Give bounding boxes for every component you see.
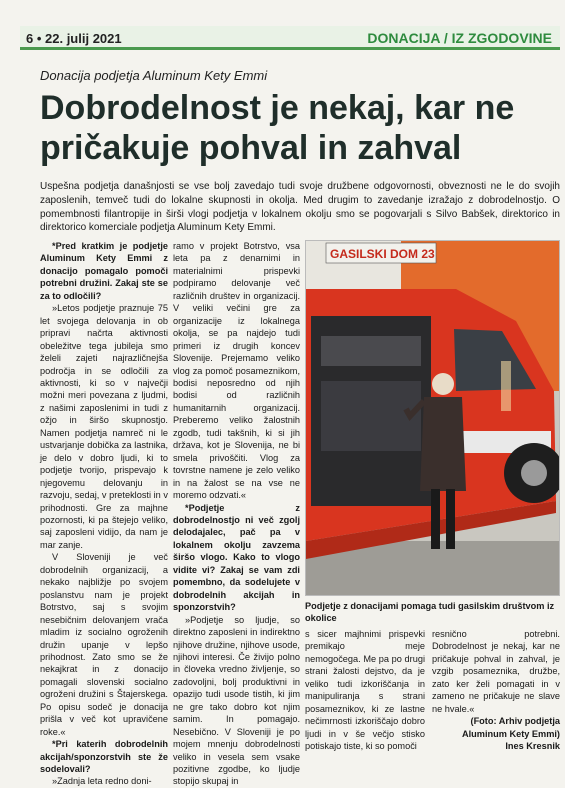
question-3: *Podjetje z dobrodelnostjo ni več zgolj delodajalec, pač pa v lokalnem okolju zavzema širšo vlogo. Kako to vlogo vidite vi? Zakaj se vam zdi pomembno, da sodelujete v dobrodelnih akcijah in sponzorstvih? [173, 502, 300, 613]
answer-1-paragraph-1: »Letos podjetje praznuje 75 let svojega delovanja in ob pripravi načrta aktivnosti obeležitve tega jubileja smo želeli zajeti najrazličnejša področja in se odločili za aktivnosti, ki so v največji možni meri povezana z ljudmi, z našimi zaposlenimi in tudi z ožjo in širšo skupnostjo. Namen podjetja namreč ni le ustvarjanje dobička za lastnika, je delo v dobro ljudi, ki to podjetje tvorijo, prispevajo k njegovemu delovanju in razvoju, sedaj, v preteklosti in v prihodnosti. Gre za majhne pozornosti, ki pa štejejo veliko, saj zaposleni vidijo, da nam je mar zanje. [40, 303, 168, 550]
article-photo [305, 240, 560, 596]
column-3 [305, 628, 425, 753]
article-kicker: Donacija podjetja Aluminum Kety Emmi [40, 68, 268, 83]
answer-3-continued: s sicer majhnimi prispevki premikajo meje nemogočega. Me pa po drugi strani žalosti dejstvo, da je veliko tudi izkoriščanja in manipuliranja s strani posameznikov, ki ze lastne nečimrnosti izkoriščajo dobro ljudi in v še večjo stisko potiskajo tiste, ki so pomoči [305, 629, 425, 752]
answer-3-ending: resnično potrebni. Dobrodelnost je nekaj, kar ne pričakuje pohval in zahval, je vzgib posameznika, družbe, zato ker želi pomagati in v zameno ne pričakuje ne slave ne hvale.« [432, 629, 560, 714]
column-1 [40, 240, 168, 788]
column-4 [432, 628, 560, 753]
fire-station-sign: GASILSKI DOM 23 [330, 247, 435, 261]
fire-truck-photo [306, 241, 560, 596]
answer-2-continued: ramo v projekt Botrstvo, vsa leta pa z denarnimi in materialnimi prispevki podpiramo delovanje več različnih društev in organizacij. V veliki večini gre za organizacije iz lokalnega okolja, se pa najdejo tudi primeri iz drugih koncev Slovenije. Prejemamo veliko vlog za pomoč posameznikom, bodisi neposredno od njih bodisi od različnih humanitarnih organizacij. Preberemo veliko žalostnih zgodb, tudi takšnih, ki si jih država, kot je Slovenija, ne bi smela privoščiti. Vlog za tovrstne namene je zelo veliko in na žalost se na vse ne moremo odzvati.« [173, 241, 300, 501]
author-name: Ines Kresnik [505, 741, 560, 752]
article-headline: Dobrodelnost je nekaj, kar ne pričakuje pohval in zahval [40, 89, 515, 167]
question-2: *Pri katerih dobrodelnih akcijah/sponzorstvih ste že sodelovali? [40, 739, 168, 775]
page-number-date: 6 • 22. julij 2021 [26, 31, 122, 46]
answer-3: »Podjetje so ljudje, so direktno zaposleni in indirektno njihove družine, njihove usode, njihovi interesi. Če živijo polno in človeka vredno življenje, so zadovoljni, bolj produktivni in opazijo tudi usode tistih, ki jim ne gre tako dobro kot njim samim. In pomagajo. Nesebično. V Sloveniji je po mojem mnenju dobrodelnosti veliko in vesela sem vsake pozitivne zgodbe, ko ljudje stopijo skupaj in [173, 614, 300, 787]
article-lead: Uspešna podjetja današnjosti se vse bolj zavedajo tudi svoje družbene odgovornosti, obveznosti ne le do svojih zaposlenih, temveč tudi do lokalne skupnosti in okolja. Med drugim to zavedanje izražajo z dobrodelnostjo. O pomembnosti filantropije in širši vlogi podjetja v lokalnem okolju smo se pogovarjali s Silvo Babšek, direktorico in direktorico komerciale podjetja Aluminum Kety Emmi. [40, 181, 560, 234]
section-title: DONACIJA / IZ ZGODOVINE [367, 30, 552, 46]
photo-credit: (Foto: Arhiv podjetja Aluminum Kety Emmi) [461, 716, 560, 739]
column-2 [173, 240, 300, 788]
question-1: *Pred kratkim je podjetje Aluminum Kety Emmi z donacijo pomagalo pomoči potrebni družini. Zakaj ste se za to odločili? [40, 241, 168, 301]
photo-caption: Podjetje z donacijami pomaga tudi gasilskim društvom iz okolice [305, 601, 555, 623]
answer-1-paragraph-2: V Sloveniji je več dobrodelnih organizacij, a nekako najbližje po svojem poslanstvu nam je projekt Botrstvo, saj s svojim nesebičnim delovanjem vrača mladim iz socialno ogroženih družin upanje v lepšo prihodnost. Zato smo se že nekajkrat in z donacijo pomagali slovenski socialno ogroženi družini s Štajerskega. Po opisu sodeč je donacija prišla v več kot upravičene roke.« [40, 552, 168, 737]
page-header [20, 26, 560, 50]
answer-2-start: »Zadnja leta redno doni- [52, 776, 152, 787]
